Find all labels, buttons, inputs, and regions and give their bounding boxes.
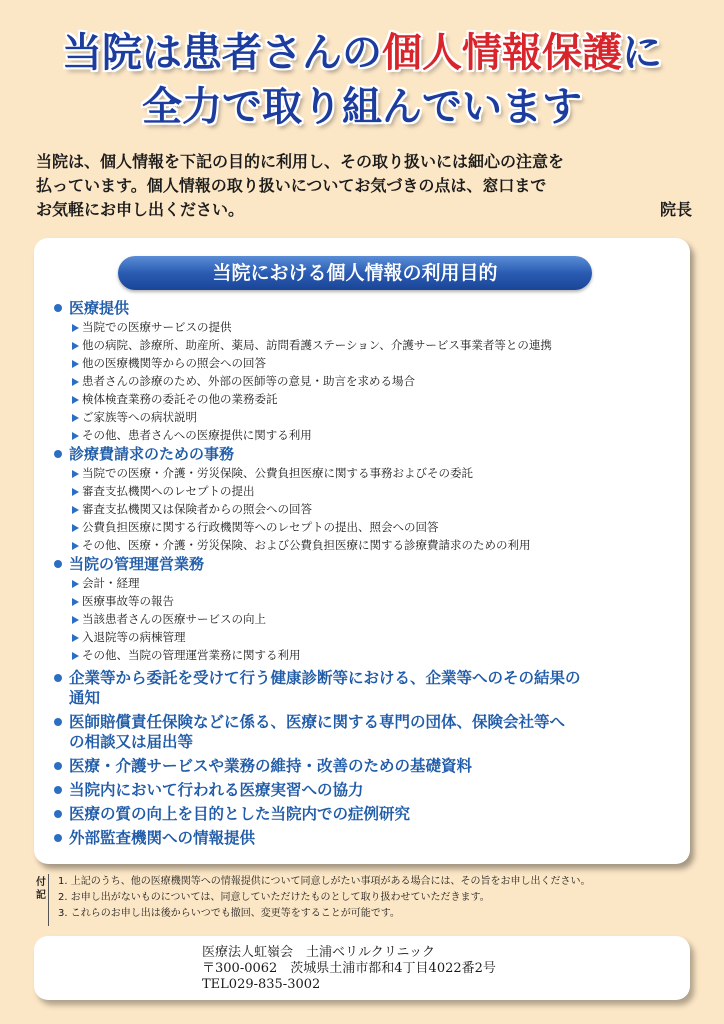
purpose-item [52,518,682,536]
triangle-bullet-icon [72,580,79,588]
purpose-other-line: 医療の質の向上を目的とした当院内での症例研究 [69,805,411,823]
purpose-category-label: 医療提供 [69,299,130,317]
purpose-item [52,354,682,372]
triangle-bullet-icon [72,598,79,606]
purpose-other [52,804,682,824]
purpose-item [52,574,682,592]
purpose-other-line: 外部監査機関への情報提供 [69,829,256,847]
bullet-dot-icon [54,718,62,726]
headline-part-c: に [622,30,662,76]
purpose-other-line: 企業等から委託を受けて行う健康診断等における、企業等へのその結果の [69,669,581,687]
purpose-category [52,298,682,318]
clinic-tel: TEL029-835-3002 [202,977,321,992]
purpose-item [52,628,682,646]
purpose-other-text [52,668,682,708]
purpose-item [52,318,682,336]
bullet-dot-icon [54,810,62,818]
purpose-item-text: 当該患者さんの医療サービスの向上 [82,612,266,626]
bullet-dot-icon [54,560,62,568]
purpose-item-text: 他の病院、診療所、助産所、薬局、訪問看護ステーション、介護サービス事業者等との連携 [82,338,552,352]
triangle-bullet-icon [72,396,79,404]
triangle-bullet-icon [72,324,79,332]
triangle-bullet-icon [72,524,79,532]
purpose-item [52,536,682,554]
purpose-category [52,444,682,464]
purpose-category [52,554,682,574]
purpose-item [52,390,682,408]
triangle-bullet-icon [72,470,79,478]
purpose-item-text: 入退院等の病棟管理 [82,630,186,644]
purpose-item [52,610,682,628]
purpose-other-text [52,756,682,776]
headline-line2: 全力で取り組んでいます [142,84,582,130]
purpose-other-line: 当院内において行われる医療実習への協力 [69,781,364,799]
purpose-item [52,482,682,500]
purpose-other-text [52,712,682,752]
purpose-item [52,336,682,354]
purpose-other-line: 通知 [69,689,101,707]
bullet-dot-icon [54,834,62,842]
purpose-item [52,464,682,482]
bullet-dot-icon [54,450,62,458]
bullet-dot-icon [54,674,62,682]
purpose-item-text: ご家族等への病状説明 [82,410,197,424]
triangle-bullet-icon [72,634,79,642]
headline-highlight: 個人情報保護 [382,30,622,76]
purpose-other [52,756,682,776]
purpose-item [52,426,682,444]
triangle-bullet-icon [72,652,79,660]
intro-text [36,150,694,222]
purpose-item [52,500,682,518]
intro-line-last [36,198,694,222]
purpose-item [52,592,682,610]
bullet-dot-icon [54,304,62,312]
triangle-bullet-icon [72,360,79,368]
note-item: 3. これらのお申し出は後からいつでも撤回、変更等をすることが可能です。 [58,908,400,919]
purpose-item-text: 他の医療機関等からの照会への回答 [82,356,266,370]
purpose-item-text: 審査支払機関又は保険者からの照会への回答 [82,502,312,516]
purpose-item [52,646,682,664]
purposes-title: 当院における個人情報の利用目的 [118,256,592,290]
purpose-item [52,372,682,390]
triangle-bullet-icon [72,432,79,440]
clinic-address: 〒300-0062 茨城県土浦市都和4丁目4022番2号 [202,961,496,976]
triangle-bullet-icon [72,506,79,514]
purpose-item-text: その他、当院の管理運営業務に関する利用 [82,648,301,662]
clinic-info [34,936,690,1000]
intro-line: 当院は、個人情報を下記の目的に利用し、その取り扱いには細心の注意を [36,152,565,171]
note-item: 2. お申し出がないものについては、同意していただけたものとして取り扱わせていただきます。 [58,892,490,903]
notes-list [58,874,591,922]
purpose-other-text [52,780,682,800]
purpose-other-line: 医師賠償責任保険などに係る、医療に関する専門の団体、保険会社等へ [69,713,566,731]
purpose-other [52,668,682,708]
purpose-item-text: 医療事故等の報告 [82,594,174,608]
purposes-list [52,298,682,848]
triangle-bullet-icon [72,378,79,386]
purpose-other [52,712,682,752]
triangle-bullet-icon [72,488,79,496]
bullet-dot-icon [54,786,62,794]
purpose-other-text [52,828,682,848]
purpose-item-text: その他、医療・介護・労災保険、および公費負担医療に関する診療費請求のための利用 [82,538,531,552]
purpose-item-text: 患者さんの診療のため、外部の医師等の意見・助言を求める場合 [82,374,416,388]
headline-line1 [0,28,724,78]
signature: 院長 [659,200,692,219]
intro-line: お気軽にお申し出ください。 [36,200,245,219]
clinic-name: 医療法人虹嶺会 土浦ベリルクリニック [202,945,435,960]
purpose-other [52,780,682,800]
intro-line: 払っています。個人情報の取り扱いについてお気づきの点は、窓口まで [36,176,547,195]
purpose-item-text: 検体検査業務の委託その他の業務委託 [82,392,278,406]
purpose-item-text: 会計・経理 [82,576,140,590]
purpose-other [52,828,682,848]
headline-part-a: 当院は患者さんの [62,30,382,76]
purpose-other-line: の相談又は届出等 [69,733,194,751]
purpose-item-text: 公費負担医療に関する行政機関等へのレセプトの提出、照会への回答 [82,520,439,534]
purpose-item-text: 当院での医療・介護・労災保険、公費負担医療に関する事務およびその委託 [82,466,473,480]
note-item: 1. 上記のうち、他の医療機関等への情報提供について同意しがたい事項がある場合には、その旨をお申し出ください。 [58,876,591,887]
notes-label: 付記 [34,874,49,926]
purpose-other-line: 医療・介護サービスや業務の維持・改善のための基礎資料 [69,757,473,775]
purpose-category-label: 当院の管理運営業務 [69,555,205,573]
purpose-item [52,408,682,426]
purposes-box [34,238,690,864]
triangle-bullet-icon [72,342,79,350]
triangle-bullet-icon [72,414,79,422]
triangle-bullet-icon [72,542,79,550]
notes-section [34,872,694,926]
bullet-dot-icon [54,762,62,770]
purpose-item-text: その他、患者さんへの医療提供に関する利用 [82,428,312,442]
purpose-item-text: 審査支払機関へのレセプトの提出 [82,484,255,498]
purpose-category-label: 診療費請求のための事務 [69,445,235,463]
triangle-bullet-icon [72,616,79,624]
purpose-item-text: 当院での医療サービスの提供 [82,320,232,334]
purpose-other-text [52,804,682,824]
